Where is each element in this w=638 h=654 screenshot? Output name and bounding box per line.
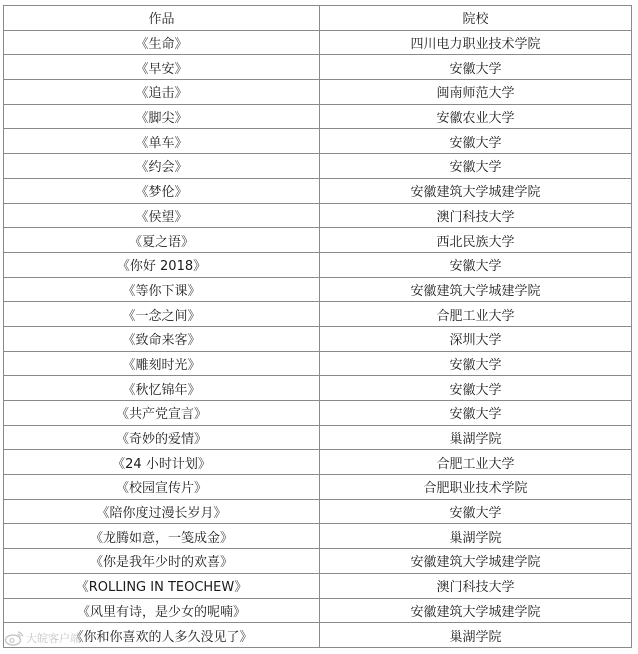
school-cell: 巢湖学院 [320,623,632,648]
work-cell: 《你好 2018》 [4,252,320,277]
table-body [4,30,632,647]
school-cell: 澳门科技大学 [320,203,632,228]
works-table-container [3,5,631,648]
school-cell: 安徽大学 [320,55,632,80]
school-cell: 四川电力职业技术学院 [320,30,632,55]
table-row [4,252,632,277]
work-cell: 《你和你喜欢的人多久没见了》 [4,623,320,648]
table-row [4,351,632,376]
school-cell: 巢湖学院 [320,524,632,549]
table-row [4,499,632,524]
school-cell: 深圳大学 [320,326,632,351]
header-row [4,6,632,31]
work-cell: 《夏之语》 [4,228,320,253]
table-row [4,573,632,598]
school-cell: 安徽大学 [320,154,632,179]
school-cell: 安徽大学 [320,129,632,154]
work-cell: 《你是我年少时的欢喜》 [4,549,320,574]
work-cell: 《早安》 [4,55,320,80]
weibo-icon [4,630,24,646]
school-cell: 合肥工业大学 [320,302,632,327]
school-cell: 西北民族大学 [320,228,632,253]
work-cell: 《龙腾如意，一笺成金》 [4,524,320,549]
table-row [4,475,632,500]
work-cell: 《一念之间》 [4,302,320,327]
school-cell: 安徽建筑大学城建学院 [320,549,632,574]
school-cell: 安徽建筑大学城建学院 [320,598,632,623]
school-cell: 澳门科技大学 [320,573,632,598]
school-cell: 合肥工业大学 [320,450,632,475]
column-header-school: 院校 [320,6,632,31]
table-row [4,401,632,426]
table-row [4,178,632,203]
school-cell: 闽南师范大学 [320,80,632,105]
table-row [4,549,632,574]
table-row [4,277,632,302]
work-cell: 《陪你度过漫长岁月》 [4,499,320,524]
school-cell: 安徽大学 [320,351,632,376]
work-cell: 《约会》 [4,154,320,179]
table-row [4,30,632,55]
work-cell: 《ROLLING IN TEOCHEW》 [4,573,320,598]
table-row [4,425,632,450]
works-table [3,5,632,648]
school-cell: 安徽大学 [320,376,632,401]
column-header-work: 作品 [4,6,320,31]
table-row [4,228,632,253]
school-cell: 巢湖学院 [320,425,632,450]
work-cell: 《生命》 [4,30,320,55]
table-row [4,376,632,401]
table-row [4,598,632,623]
table-row [4,524,632,549]
work-cell: 《侯望》 [4,203,320,228]
table-row [4,55,632,80]
school-cell: 合肥职业技术学院 [320,475,632,500]
table-row [4,203,632,228]
table-row [4,80,632,105]
work-cell: 《追击》 [4,80,320,105]
table-row [4,104,632,129]
school-cell: 安徽大学 [320,499,632,524]
table-row [4,302,632,327]
work-cell: 《校园宣传片》 [4,475,320,500]
school-cell: 安徽大学 [320,401,632,426]
school-cell: 安徽大学 [320,252,632,277]
work-cell: 《奇妙的爱情》 [4,425,320,450]
table-row [4,129,632,154]
watermark-text: 大皖客户端 [26,632,81,645]
table-row [4,154,632,179]
work-cell: 《风里有诗，是少女的呢喃》 [4,598,320,623]
table-header [4,6,632,31]
school-cell: 安徽农业大学 [320,104,632,129]
work-cell: 《致命来客》 [4,326,320,351]
work-cell: 《梦伦》 [4,178,320,203]
watermark [4,628,81,648]
work-cell: 《单车》 [4,129,320,154]
table-row [4,623,632,648]
work-cell: 《脚尖》 [4,104,320,129]
work-cell: 《雕刻时光》 [4,351,320,376]
table-row [4,326,632,351]
table-row [4,450,632,475]
school-cell: 安徽建筑大学城建学院 [320,178,632,203]
work-cell: 《24 小时计划》 [4,450,320,475]
work-cell: 《共产党宣言》 [4,401,320,426]
school-cell: 安徽建筑大学城建学院 [320,277,632,302]
work-cell: 《等你下课》 [4,277,320,302]
work-cell: 《秋忆锦年》 [4,376,320,401]
